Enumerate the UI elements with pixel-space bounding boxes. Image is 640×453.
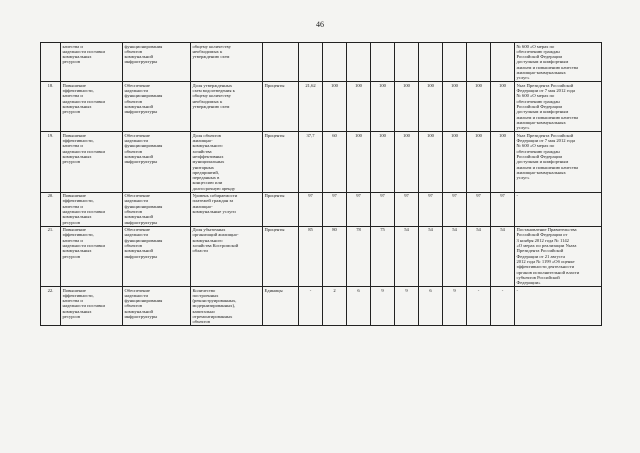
value-cell: 97 [443, 192, 467, 226]
value-cell: 97 [395, 192, 419, 226]
indicator-cell: Количество построенных (реконструированных, модернизированных), капитально отремонтированных объектов [191, 287, 263, 326]
indicators-table [40, 42, 602, 326]
value-cell: 9 [443, 287, 467, 326]
basis-cell: Указ Президента Российской Федерации от 7 мая 2012 года № 600 «О мерах по обеспечению граждан Российской Федерации доступным и комфортным жильем и повышению качества жилищно-коммунальных услуг» [515, 82, 602, 132]
goal-cell: Повышение эффективности, качества и надежности поставки коммунальных ресурсов [61, 192, 123, 226]
value-cell: 100 [347, 82, 371, 132]
value-cell: 100 [419, 132, 443, 192]
value-cell: 60 [323, 132, 347, 192]
goal-cell: Повышение эффективности, качества и надежности поставки коммунальных ресурсов [61, 226, 123, 286]
value-cell: 80 [323, 226, 347, 286]
goal-cell: Повышение эффективности, качества и надежности поставки коммунальных ресурсов [61, 132, 123, 192]
row-number: 20. [41, 192, 61, 226]
basis-cell: Указ Президента Российской Федерации от 7 мая 2012 года № 600 «О мерах по обеспечению граждан Российской Федерации доступным и комфортным жильем и повышению качества жилищно-коммунальных услуг» [515, 132, 602, 192]
row-number [41, 43, 61, 82]
value-cell: 54 [467, 226, 491, 286]
value-cell: 100 [323, 82, 347, 132]
unit-cell: Проценты [263, 82, 299, 132]
value-cell: 21,62 [299, 82, 323, 132]
value-cell: 54 [395, 226, 419, 286]
value-cell: 6 [419, 287, 443, 326]
indicator-cell: Доля объектов жилищно- коммунального хозяйства неэффективных муниципальных унитарных предприятий, переданных в концессию или долгосрочную аренду [191, 132, 263, 192]
value-cell: 78 [347, 226, 371, 286]
basis-cell: № 600 «О мерах по обеспечению граждан Российской Федерации доступным и комфортным жильем и повышению качества жилищно-коммунальных услуг» [515, 43, 602, 82]
unit-cell: Проценты [263, 192, 299, 226]
indicator-cell: Доля утвержденных схем водоотведения к общему количеству необходимых к утверждению схем [191, 82, 263, 132]
basis-cell: - [515, 287, 602, 326]
task-cell: Обеспечение надежности функционирования объектов коммунальной инфраструктуры [123, 82, 191, 132]
unit-cell: Проценты [263, 226, 299, 286]
indicator-cell: Доля убыточных организаций жилищно- коммунального хозяйства Костромской области [191, 226, 263, 286]
value-cell: 97 [299, 192, 323, 226]
value-cell: 75 [371, 226, 395, 286]
value-cell: 97 [323, 192, 347, 226]
value-cell: 100 [443, 82, 467, 132]
value-cell: 100 [395, 82, 419, 132]
value-cell: 100 [395, 132, 419, 192]
value-cell: 100 [467, 82, 491, 132]
value-cell: 100 [491, 82, 515, 132]
value-cell [467, 43, 491, 82]
task-cell: функционирования объектов коммунальной инфраструктуры [123, 43, 191, 82]
unit-cell: Единицы [263, 287, 299, 326]
value-cell: 85 [299, 226, 323, 286]
indicator-cell: Уровень собираемости платежей граждан за жилищно- коммунальные услуги [191, 192, 263, 226]
value-cell: 97 [371, 192, 395, 226]
row-number: 18. [41, 82, 61, 132]
task-cell: Обеспечение надежности функционирования объектов коммунальной инфраструктуры [123, 287, 191, 326]
value-cell [395, 43, 419, 82]
value-cell: 9 [371, 287, 395, 326]
goal-cell: Повышение эффективности, качества и надежности поставки коммунальных ресурсов [61, 287, 123, 326]
basis-cell: - [515, 192, 602, 226]
unit-cell [263, 43, 299, 82]
table-row [41, 226, 602, 286]
value-cell: 100 [347, 132, 371, 192]
unit-cell: Проценты [263, 132, 299, 192]
value-cell: 37,7 [299, 132, 323, 192]
table-row [41, 192, 602, 226]
value-cell: 100 [491, 132, 515, 192]
value-cell [299, 43, 323, 82]
row-number: 22. [41, 287, 61, 326]
row-number: 19. [41, 132, 61, 192]
basis-cell: Постановление Правительства Российской Федерации от 3 ноября 2012 года № 1142 «О мерах по реализации Указа Президента Российской Федерации от 21 августа 2012 года № 1199 «Об оценке эффективности деятельности органов исполнительной власти субъектов Российской Федерации» [515, 226, 602, 286]
value-cell: 100 [371, 132, 395, 192]
value-cell: 100 [443, 132, 467, 192]
value-cell: 9 [395, 287, 419, 326]
value-cell: 54 [443, 226, 467, 286]
task-cell: Обеспечение надежности функционирования объектов коммунальной инфраструктуры [123, 132, 191, 192]
page-number: 46 [316, 20, 324, 29]
value-cell: 2 [323, 287, 347, 326]
value-cell [323, 43, 347, 82]
value-cell: 100 [371, 82, 395, 132]
value-cell: - [491, 287, 515, 326]
value-cell: - [467, 287, 491, 326]
task-cell: Обеспечение надежности функционирования объектов коммунальной инфраструктуры [123, 226, 191, 286]
value-cell: 100 [467, 132, 491, 192]
value-cell: 97 [419, 192, 443, 226]
table-row [41, 82, 602, 132]
value-cell: 54 [491, 226, 515, 286]
table-row [41, 132, 602, 192]
value-cell: 97 [347, 192, 371, 226]
value-cell [491, 43, 515, 82]
indicator-cell: общему количеству необходимых к утверждению схем [191, 43, 263, 82]
task-cell: Обеспечение надежности функционирования объектов коммунальной инфраструктуры [123, 192, 191, 226]
value-cell [371, 43, 395, 82]
table-row [41, 287, 602, 326]
value-cell: - [299, 287, 323, 326]
table-row [41, 43, 602, 82]
value-cell [347, 43, 371, 82]
value-cell: 54 [419, 226, 443, 286]
value-cell: 6 [347, 287, 371, 326]
row-number: 21. [41, 226, 61, 286]
goal-cell: качества и надежности поставки коммунальных ресурсов [61, 43, 123, 82]
value-cell [419, 43, 443, 82]
value-cell: 97 [467, 192, 491, 226]
value-cell [443, 43, 467, 82]
value-cell: 97 [491, 192, 515, 226]
value-cell: 100 [419, 82, 443, 132]
goal-cell: Повышение эффективности, качества и надежности поставки коммунальных ресурсов [61, 82, 123, 132]
